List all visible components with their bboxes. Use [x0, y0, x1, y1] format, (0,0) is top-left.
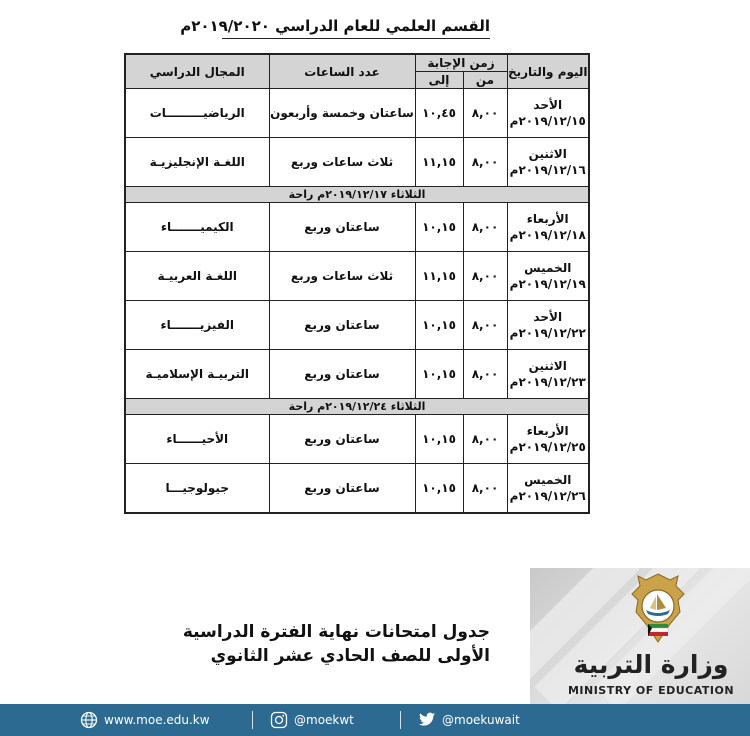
header-answer-time: زمن الإجابة: [415, 54, 507, 72]
instagram-icon: [270, 711, 288, 729]
from-cell: ٨,٠٠: [463, 89, 507, 138]
hours-cell: ساعتان وخمسة وأربعون: [269, 89, 415, 138]
hours-cell: ساعتان وربع: [269, 350, 415, 399]
document-title: القسم العلمي للعام الدراسي ٢٠١٩/٢٠٢٠م: [222, 14, 490, 39]
to-cell: ١١,١٥: [415, 138, 463, 187]
from-cell: ٨,٠٠: [463, 350, 507, 399]
day-date-cell: الخميس ٢٠١٩/١٢/١٩م: [507, 252, 589, 301]
footer-website[interactable]: [80, 704, 210, 736]
table-row: [125, 464, 589, 514]
footer-divider: [400, 711, 401, 729]
header-hours: عدد الساعات: [269, 54, 415, 89]
caption-line-2: الأولى للصف الحادي عشر الثانوي: [210, 646, 490, 666]
footer-divider: [252, 711, 253, 729]
subject-cell: اللغـة العربيـة: [125, 252, 269, 301]
day-date-cell: الأحد ٢٠١٩/١٢/١٥م: [507, 89, 589, 138]
twitter-icon: [418, 712, 436, 728]
schedule-caption: [182, 620, 490, 668]
to-cell: ١٠,١٥: [415, 203, 463, 252]
from-cell: ٨,٠٠: [463, 415, 507, 464]
footer-instagram[interactable]: [270, 704, 354, 736]
subject-cell: الكيميـــــــاء: [125, 203, 269, 252]
to-cell: ١١,١٥: [415, 252, 463, 301]
footer-bar: [0, 704, 750, 736]
hours-cell: ثلاث ساعات وربع: [269, 138, 415, 187]
to-cell: ١٠,١٥: [415, 301, 463, 350]
subject-cell: الأحيــــــاء: [125, 415, 269, 464]
from-cell: ٨,٠٠: [463, 464, 507, 514]
day-date-cell: الأربعاء ٢٠١٩/١٢/١٨م: [507, 203, 589, 252]
subject-cell: الرياضيـــــــــات: [125, 89, 269, 138]
from-cell: ٨,٠٠: [463, 252, 507, 301]
table-row: [125, 138, 589, 187]
caption-line-1: جدول امتحانات نهاية الفترة الدراسية: [182, 622, 490, 642]
table-row: [125, 203, 589, 252]
rest-day-row: [125, 187, 589, 203]
hours-cell: ساعتان وربع: [269, 203, 415, 252]
to-cell: ١٠,٤٥: [415, 89, 463, 138]
kuwait-emblem-icon: [626, 572, 690, 644]
rest-day-row: [125, 399, 589, 415]
day-date-cell: الاثنين ٢٠١٩/١٢/٢٣م: [507, 350, 589, 399]
instagram-text: @moekwt: [294, 713, 354, 727]
website-text: www.moe.edu.kw: [104, 713, 210, 727]
rest-day-cell: الثلاثاء ٢٠١٩/١٢/١٧م راحة: [125, 187, 589, 203]
table-row: [125, 89, 589, 138]
day-date-cell: الأربعاء ٢٠١٩/١٢/٢٥م: [507, 415, 589, 464]
ministry-name-english: MINISTRY OF EDUCATION: [567, 684, 735, 697]
exam-schedule-table: [124, 53, 590, 514]
hours-cell: ساعتان وربع: [269, 301, 415, 350]
day-date-cell: الأحد ٢٠١٩/١٢/٢٢م: [507, 301, 589, 350]
table-row: [125, 252, 589, 301]
globe-icon: [80, 711, 98, 729]
from-cell: ٨,٠٠: [463, 301, 507, 350]
ministry-name-arabic: وزارة التربية: [573, 650, 729, 679]
from-cell: ٨,٠٠: [463, 203, 507, 252]
hours-cell: ساعتان وربع: [269, 464, 415, 514]
subject-cell: التربيـة الإسلاميـة: [125, 350, 269, 399]
header-from: من: [463, 72, 507, 89]
hours-cell: ثلاث ساعات وربع: [269, 252, 415, 301]
from-cell: ٨,٠٠: [463, 138, 507, 187]
table-row: [125, 350, 589, 399]
rest-day-cell: الثلاثاء ٢٠١٩/١٢/٢٤م راحة: [125, 399, 589, 415]
subject-cell: اللغـة الإنجليزيـة: [125, 138, 269, 187]
to-cell: ١٠,١٥: [415, 350, 463, 399]
subject-cell: جيولوجيـــا: [125, 464, 269, 514]
subject-cell: الفيزيـــــــاء: [125, 301, 269, 350]
to-cell: ١٠,١٥: [415, 415, 463, 464]
day-date-cell: الاثنين ٢٠١٩/١٢/١٦م: [507, 138, 589, 187]
header-subject: المجال الدراسي: [125, 54, 269, 89]
to-cell: ١٠,١٥: [415, 464, 463, 514]
twitter-text: @moekuwait: [442, 713, 520, 727]
footer-twitter[interactable]: [418, 704, 520, 736]
table-row: [125, 301, 589, 350]
hours-cell: ساعتان وربع: [269, 415, 415, 464]
day-date-cell: الخميس ٢٠١٩/١٢/٢٦م: [507, 464, 589, 514]
header-to: إلى: [415, 72, 463, 89]
header-day-date: اليوم والتاريخ: [507, 54, 589, 89]
table-row: [125, 415, 589, 464]
